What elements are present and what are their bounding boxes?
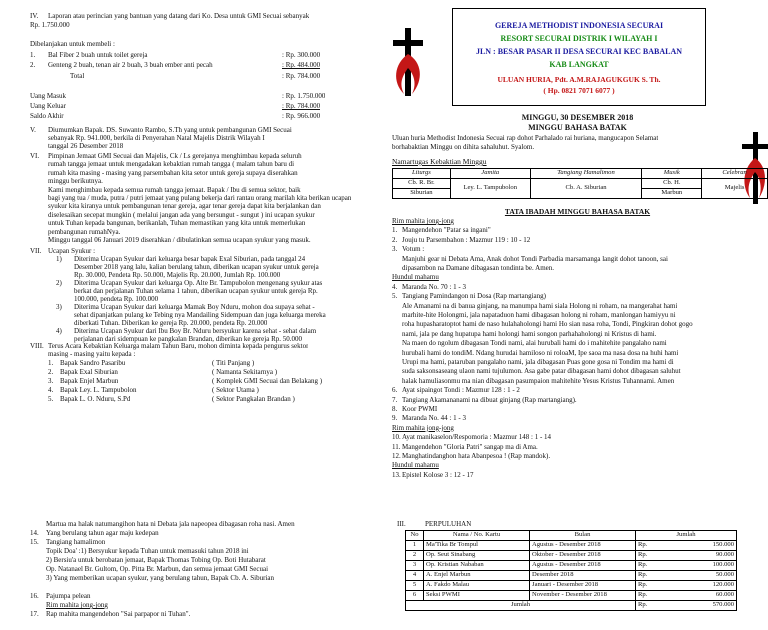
text-line: 3) Yang memberikan ucapan syukur, yang berulang tahun, Bapak Cb. A. Siburian [46, 574, 274, 582]
used-heading: Dibelanjakan untuk membeli : [30, 40, 115, 48]
text-line: 3. [48, 377, 54, 385]
text-line: 6. [392, 386, 398, 395]
cash-label: Saldo Akhir [30, 112, 64, 120]
table-cell: 4 [406, 571, 424, 581]
church-regency: KAB LANGKAT [549, 60, 609, 69]
purchase-amount: : Rp. 300.000 [282, 51, 321, 59]
table-header: Liturgs [393, 169, 451, 179]
pastor-phone: ( Hp. 0821 7071 6077 ) [543, 86, 615, 95]
table-cell: 6 [406, 591, 424, 601]
text-line: Tangiang hamalimon [46, 538, 106, 546]
church-name: GEREJA METHODIST INDONESIA SECURAI [494, 21, 664, 30]
text-line: Votum : [402, 245, 425, 254]
purchase-amount: : Rp. 784.000 [282, 72, 321, 80]
text-line: Diterima Ucapan Syukur dari Ibu Boy Br. Nduru bersyukur karena sehat - sehat dalam [74, 327, 317, 335]
text-line: Manjuhi gear ni Debata Ama, Anak dohot Tondi Parbadia marsamanga langit dohot tanoon, sai [402, 254, 668, 263]
text-line: 15. [30, 538, 39, 546]
cash-label: Uang Masuk [30, 92, 66, 100]
text-line: Manghatindanghon hata Abanpesoa ! (Rap mandok). [402, 452, 551, 460]
text-line: Urupi ma hami, pataruban pangalaho nami, jala dibagasan Puas gone gosa ni Tondim ma hami di [402, 358, 674, 366]
finance-title: PERPULUHAN [425, 520, 472, 528]
section-number: VII. [30, 247, 42, 255]
text-line: untuk Tuhan kepada bangunan, berikanlah, Tuhan memastikan yang kita untuk memerlukan [48, 219, 306, 228]
table-cell: Rp. [636, 591, 666, 601]
purchase-num: 2. [30, 61, 36, 69]
table-header: Celebran [702, 169, 768, 179]
sector-note: ( Titi Panjang ) [212, 359, 255, 367]
table-row [406, 541, 737, 551]
family-name: Bapak L. O. Nduru, S.Pd [60, 395, 131, 403]
table-row [406, 591, 737, 601]
table-cell: Marbun [642, 189, 702, 199]
table-cell: 150.000 [666, 541, 737, 551]
text-line: 16. [30, 592, 39, 600]
methodist-logo-icon [388, 24, 428, 100]
text-line: Pajumpa pelean [46, 592, 91, 600]
sector-note: ( Komplek GMI Secuai dan Belakang ) [212, 377, 323, 385]
text-line: Minggu tanggal 06 Januari 2019 diserahkan / dibulatinkan semua ucapan syukur yang masuk. [48, 236, 311, 244]
section-number: IV. [30, 12, 39, 20]
cash-label: Uang Keluar [30, 102, 66, 110]
table-header: No [406, 531, 424, 541]
text-line: Martua ma halak natumangihon hata ni Debata jala napeopea dibagasan roha nasi. Amen [46, 520, 295, 528]
table-cell: Rp. [636, 571, 666, 581]
text-line: Maranda No. 44 : 1 - 3 [402, 414, 466, 423]
text-line: 1. [48, 359, 54, 367]
text-line: Diterima Ucapan Syukur dari keluarga Mamak Boy Nduru, mohon doa supaya sehat - [74, 303, 315, 311]
text-line: minggu berikutnya. [48, 177, 103, 186]
table-cell: A. Enjel Marbun [424, 571, 530, 581]
table-cell: 120.000 [666, 581, 737, 591]
family-name: Bapak Enjel Marbun [60, 377, 119, 385]
table-row [406, 551, 737, 561]
text-line: 4. [48, 386, 54, 394]
text-line: diberkati Tuhan. Diberikan ke gereja Rp. 20.000, pendeta Rp. 20.000 [74, 319, 268, 327]
intro-line: Uluan huria Methodist Indonesia Secuai rap dohot Parhalado rai huriana, mangucapon Selamat [392, 134, 659, 142]
text-line: 4. [392, 282, 398, 291]
text-line: 12. [392, 452, 401, 460]
section-text-line: Laporan atau perincian yang bantuan yang datang dari Ko. Desa untuk GMI Secuai sebanyak [48, 12, 310, 20]
table-header: Bulan [530, 531, 636, 541]
text-line: rumah tangga jemaat untuk mengadakan kebaktian rumah tangga ( malam tahun baru di [48, 160, 295, 169]
table-header-row [406, 531, 737, 541]
table-cell: Op. Seut Sinabang [424, 551, 530, 561]
sector-note: ( Sektor Utama ) [212, 386, 259, 394]
table-cell: Oktober - Desember 2018 [530, 551, 636, 561]
text-line: dipasambon na Damane dibagasan tondinta be. Amen. [402, 264, 555, 272]
total-amount: 570.000 [666, 601, 737, 611]
table-cell: 2 [406, 551, 424, 561]
table-row [406, 571, 737, 581]
table-cell: Rp. [636, 551, 666, 561]
text-line: halak hamuliasonmu ma nian dibagasan pasumpaion mahitehite Yesus Kristus Tuhannami. Amen [402, 376, 675, 385]
table-header: Nama / No. Kartu [424, 531, 530, 541]
church-header [452, 8, 706, 106]
text-line: 9. [392, 414, 398, 423]
section-number: VI. [30, 152, 40, 160]
text-line: 8. [392, 405, 398, 413]
team-title: Namartugas Kebaktian Minggu [392, 157, 487, 166]
table-header-row [393, 169, 768, 179]
purchase-item: Genteng 2 buah, tenan air 2 buah, 3 buah ember anti pecah [48, 61, 213, 69]
total-currency: Rp. [636, 601, 666, 611]
table-header: Tangiang Hamalimon [530, 169, 642, 179]
table-cell: Agustus - Desember 2018 [530, 561, 636, 571]
text-line: diselesaikan secepat mungkin ( melalui jangan ada yang bersungut - sungut ) ini ucapan syukur [48, 210, 315, 219]
text-line: Jouju tu Parsembahon : Mazmur 119 : 10 - 12 [402, 235, 531, 244]
text-line: Diterima Ucapan Syukur dari keluarga besar bapak Exal Siburian, pada tanggal 24 [74, 255, 306, 263]
text-line: marhite-hite Holongmi, jala napataduon hami dibagasan holong ni roham, manlongan hamiyyu ni [402, 311, 676, 319]
section-text-line: Rp. 1.750.000 [30, 21, 70, 29]
text-line: Kami menghimbau kepada semua rumah tangga jemaat. Bapak / Ibu di semua sektor, baik [48, 185, 301, 194]
table-total-row [406, 601, 737, 611]
section-text-line: Diumumkan Bapak. DS. Suwanto Rambo, S.Th yang untuk pembangunan GMI Secuai [48, 126, 292, 134]
table-cell: Majelis [702, 179, 768, 199]
text-line: Tangiang Pamindangon ni Dosa (Rap martangiang) [402, 292, 546, 301]
total-label: Jumlah [406, 601, 636, 611]
text-line: Desember 2018 yang lalu, kalian berulang tahun, diberikan ucapan syukur untuk gereja [74, 263, 319, 271]
text-line: Ayat manikaselon/Respomoria : Mazmur 148 : 1 - 14 [402, 433, 552, 442]
text-line: rumah kita masing - masing yang parsembahan kita setor untuk gereja supaya diserahkan [48, 168, 298, 177]
table-cell: Cb. A. Siburian [530, 179, 642, 199]
item-number: 4) [56, 327, 62, 335]
text-line: Ale Amanami na di banua ginjang, na manumpa hami siala Holong ni roham, na mangerahat hami [402, 301, 678, 310]
order-of-service-title: TATA IBADAH MINGGU BAHASA BATAK [504, 207, 651, 216]
text-line: roha hupasharatoptot hami de naso hulahaholongi hami Ho sian nasa roha, Tondi, Pingkiran dohot gogo [402, 320, 693, 329]
text-line: Rap mahita mangendehon "Sai parpapor ni Tuhan". [46, 610, 191, 618]
text-line: berkat dan perjalanan Tuhan selama 1 tahun, diberikan ucapan syukur untuk gereja Rp. [74, 287, 318, 295]
text-line: suda saksonsaseang ulaon nami tujulumon. Asa gabe patar dibagasan hami dohot dibagasan saluhut [402, 367, 681, 376]
text-line: 1. [392, 226, 398, 235]
text-line: Pimpinan Jemaat GMI Secuai dan Majelis, Ck / Ls gerejanya menghimbau kepada seluruh [48, 152, 302, 160]
sector-note: ( Namanta Sekitarnya ) [212, 368, 278, 376]
text-line: Maranda No. 70 : 1 - 3 [402, 282, 466, 291]
text-line: 5. [392, 292, 398, 301]
table-cell: Rp. [636, 561, 666, 571]
cash-amount: : Rp. 966.000 [282, 112, 321, 120]
table-cell: Desember 2018 [530, 571, 636, 581]
text-line: Op. Natanael Br. Gultom, Op. Pitta Br. Marbun, dan semua jemaat GMI Secuai [46, 565, 269, 573]
text-line: syukur kita kiranya untuk pembangunan tenar gereja, agar tenar gereja dapat kita berjalankan dan [48, 202, 321, 211]
text-line: 5. [48, 395, 54, 403]
text-line: Rim mahita jong-jong [392, 423, 454, 432]
item-number: 1) [56, 255, 62, 263]
section-text-line: Terus Acara Kebaktian Keluarga malam Tahun Baru, mohon diminta kepada pengurus sektor [48, 342, 309, 350]
service-team-table [392, 168, 768, 199]
section-text-line: masing - masing yaitu kepada : [48, 350, 136, 358]
table-cell: A. Fakdo Malau [424, 581, 530, 591]
table-row [393, 179, 768, 189]
sector-note: ( Sektor Pangkalan Brandan ) [212, 395, 295, 403]
table-cell: 1 [406, 541, 424, 551]
section-number: V. [30, 126, 36, 134]
pastor-name: ULUAN HURIA, Pdt. A.M.RAJAGUKGUK S. Th. [497, 75, 661, 84]
section-title: Ucapan Syukur : [48, 247, 96, 255]
text-line: hurubali hami do tondiM. Ndang hurudai hamiloso ni roloaM, Ipe saoa ma nasa dosa na huhi hami [402, 348, 679, 357]
item-number: 2) [56, 279, 62, 287]
purchase-amount: : Rp. 484.000 [282, 61, 321, 69]
service-title: MINGGU BAHASA BATAK [528, 123, 627, 132]
service-date: MINGGU, 30 DESEMBER 2018 [521, 113, 634, 122]
text-line: Yang berulang tahun agar maju kedepan [46, 529, 159, 537]
table-cell: Ley. L. Tampubolon [450, 179, 530, 199]
section-number: VIII. [30, 342, 44, 350]
section-text-line: tanggal 26 Desember 2018 [48, 142, 124, 150]
table-header: Jamita [450, 169, 530, 179]
tithe-table [405, 530, 737, 611]
text-line: Topik Doa' :1) Bersyukur kepada Tuhan untuk memasuki tahun 2018 ini [46, 547, 249, 555]
table-cell: Cb. H. [642, 179, 702, 189]
table-header: Musik [642, 169, 702, 179]
text-line: Mangendehon "Patar sa ingani" [402, 226, 491, 235]
text-line: 3. [392, 245, 398, 254]
text-line: 14. [30, 529, 39, 537]
text-line: Mangendehon "Gloria Patri" sangap ma di Ama. [402, 442, 538, 451]
text-line: 10. [392, 433, 401, 442]
table-row [406, 561, 737, 571]
purchase-item: Total [70, 72, 85, 80]
text-line: 11. [392, 442, 401, 451]
item-number: 3) [56, 303, 62, 311]
table-cell: 3 [406, 561, 424, 571]
table-cell: Siburian [393, 189, 451, 199]
church-address: JLN : BESAR PASAR II DESA SECURAI KEC BABALAN [475, 47, 683, 56]
table-row [406, 581, 737, 591]
family-name: Bapak Ley. L. Tampubolon [60, 386, 137, 394]
table-header: Jumlah [636, 531, 737, 541]
resort-name: RESORT SECURAI DISTRIK I WILAYAH I [500, 34, 658, 43]
cash-amount: : Rp. 784.000 [282, 102, 321, 110]
text-line: 2) Bersiu'a untuk berobatan jemaat, Bapak Thomas Tobing Op. Boti Hutabarat [46, 556, 266, 564]
text-line: 2. [48, 368, 54, 376]
table-cell: Januari - Desember 2018 [530, 581, 636, 591]
text-line: Na maen do ngolum dibagasan Tondi nami, alai hurubali hami do i mahitehite pangalaho nami [402, 339, 667, 348]
text-line: Ayat sipaingot Tondi : Mazmur 128 : 1 - 2 [402, 386, 520, 395]
table-cell: Rp. [636, 581, 666, 591]
text-line: pembangunan rumahNya. [48, 227, 121, 236]
text-line: Rim mahita jong-jong [46, 601, 108, 609]
text-line: Diterima Ucapan Syukur dari keluarga Op. Alte Br. Tampubolon mengenang syukur atas [74, 279, 323, 287]
family-name: Bapak Exal Siburian [60, 368, 118, 376]
text-line: Hundul mahamu [392, 273, 439, 282]
purchase-num: 1. [30, 51, 36, 59]
table-cell: Rp. [636, 541, 666, 551]
cash-amount: : Rp. 1.750.000 [282, 92, 326, 100]
text-line: Tangiang Akamananami na dibuat ginjang (Rap martangiang). [402, 395, 577, 404]
text-line: Koor PWMI [402, 405, 438, 413]
section-text-line: sebanyak Rp. 941.000, berkila di Penyerahan Natal Majelis Distrik Wilayah I [48, 134, 265, 142]
table-cell: Cb. R. Br. [393, 179, 451, 189]
text-line: bagi yang tua / muda, putra / putri jemaat yang pulang bekerja dari rantau orang marilah kita berikan ucapan [48, 194, 352, 202]
finance-section-number: III. [397, 520, 406, 528]
table-cell: Agustus - Desember 2018 [530, 541, 636, 551]
table-cell: 90.000 [666, 551, 737, 561]
text-line: Rp. 30.000, Pendeta Rp. 50.000, Majelis Rp. 20.000, Jumlah Rp. 100.000 [74, 271, 281, 279]
purchase-item: Bal Fiber 2 buah untuk toilet gereja [48, 51, 148, 59]
text-line: 17. [30, 610, 39, 618]
text-line: Hundul mahamu [392, 461, 439, 470]
table-cell: Seksi PWMI [424, 591, 530, 601]
table-cell: 50.000 [666, 571, 737, 581]
text-line: 100.000, pendeta Rp. 100.000 [74, 295, 159, 303]
family-name: Bapak Sandro Pasaribu [60, 359, 126, 367]
table-cell: Ma'Tika Br Tompul [424, 541, 530, 551]
table-cell: 60.000 [666, 591, 737, 601]
intro-line: borhabaktian Minggu on dihita sahaluhut. Syalom. [392, 143, 535, 151]
text-line: perjalanan dari sidempuan ke pangkalan Brandan, diberikan ke gereja Rp. 50.000 [74, 335, 303, 343]
text-line: nami, jala pe dang hupatupa hami holongi hami songon parhahaholongi ni Kristus di hami. [402, 329, 657, 338]
text-line: 7. [392, 395, 398, 404]
table-cell: Op. Kristian Nababan [424, 561, 530, 571]
text-line: Epistel Kolose 3 : 12 - 17 [402, 470, 474, 479]
text-line: 2. [392, 235, 398, 244]
table-cell: November - Desember 2018 [530, 591, 636, 601]
table-cell: 100.000 [666, 561, 737, 571]
table-cell: 5 [406, 581, 424, 591]
text-line: sehat dipanjatkan pulang ke Tebing nya Mandailing Sidempuan dan juga keluarga mereka [74, 311, 326, 319]
text-line: Rim mahita jong-jong [392, 217, 454, 225]
text-line: 13. [392, 470, 401, 479]
